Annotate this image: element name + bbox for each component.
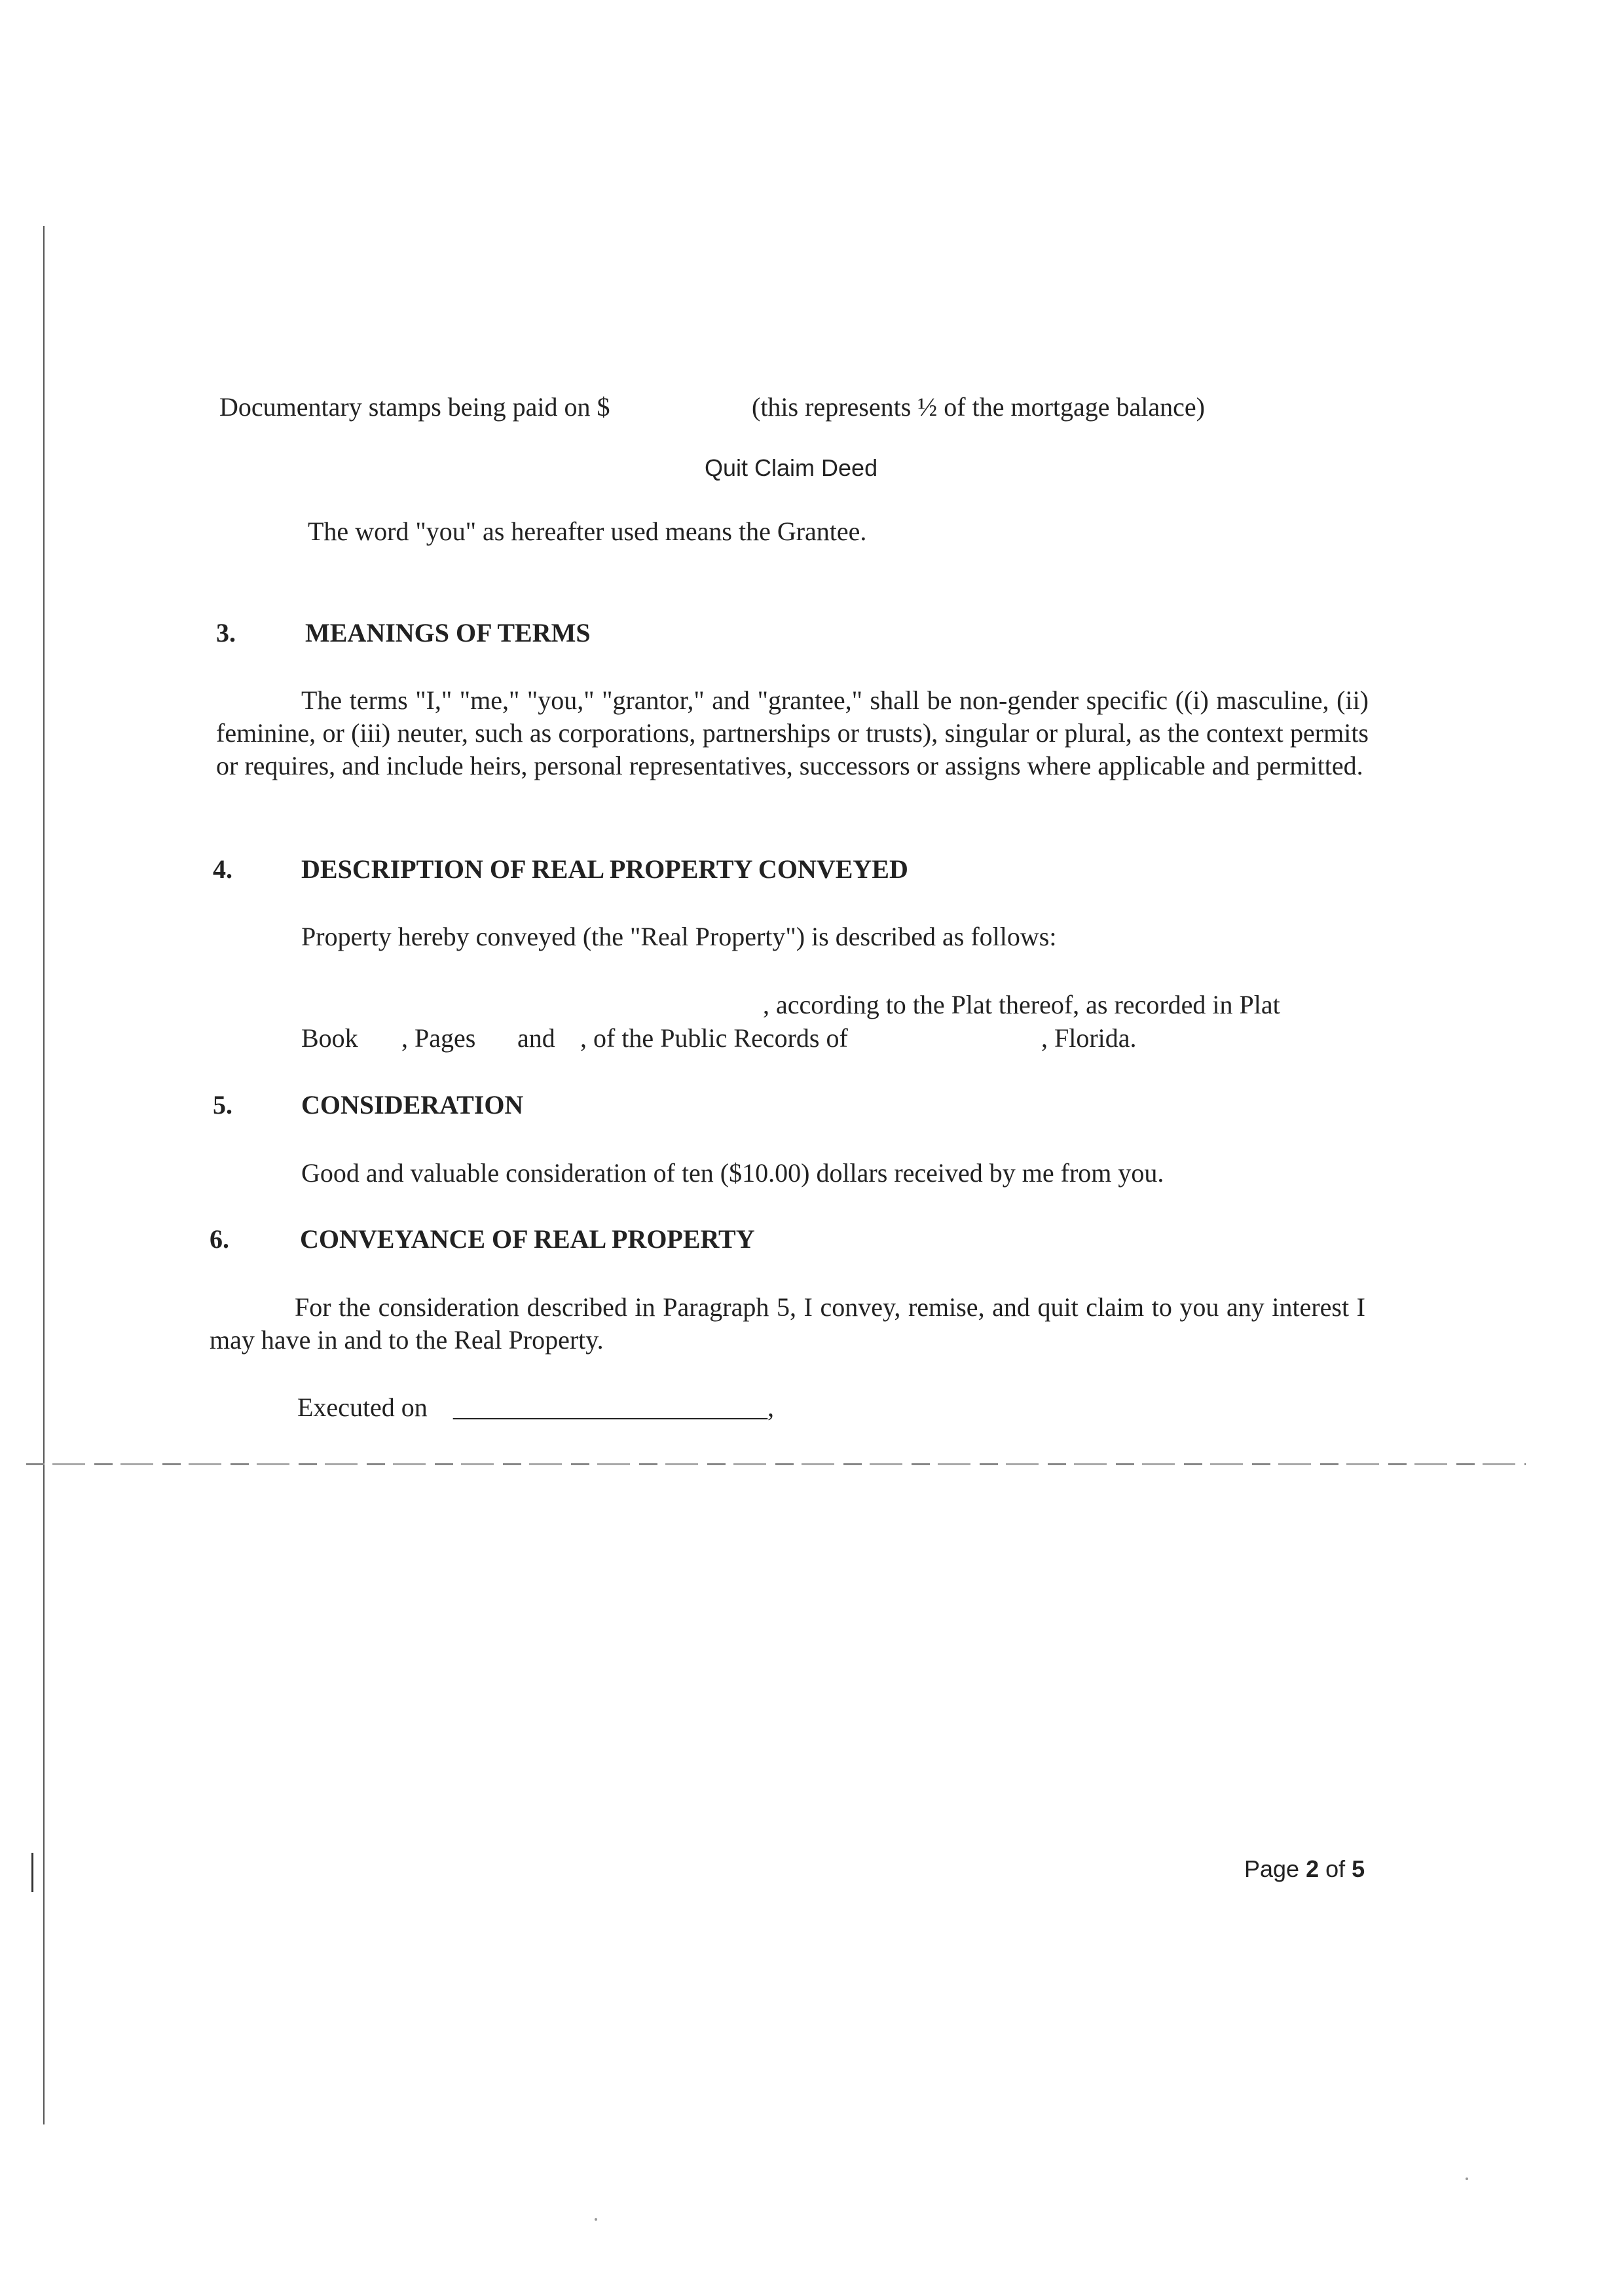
document-title: Quit Claim Deed <box>705 454 878 481</box>
section-3-title: MEANINGS OF TERMS <box>305 618 591 647</box>
section-5-body: Good and valuable consideration of ten ($10.00) dollars received by me from you. <box>301 1158 1164 1188</box>
page-number <box>1244 1853 1365 1886</box>
section-5-title: CONSIDERATION <box>301 1090 524 1120</box>
section-6-body <box>210 1291 1365 1357</box>
plat-pages-label: , Pages <box>401 1023 476 1053</box>
executed-on-blank[interactable]: ________________________, <box>453 1393 774 1422</box>
plat-records-label: , of the Public Records of <box>580 1023 848 1053</box>
section-4-title: DESCRIPTION OF REAL PROPERTY CONVEYED <box>301 854 908 884</box>
section-6-number: 6. <box>210 1224 229 1254</box>
section-3-body <box>216 684 1369 782</box>
section-6-body-text: For the consideration described in Paragraph 5, I convey, remise, and quit claim to you any interest I may have in and to the Real Property. <box>210 1292 1365 1355</box>
scan-fold-line <box>26 1463 1526 1465</box>
scan-speck <box>1466 2178 1468 2180</box>
plat-state-label: , Florida. <box>1041 1023 1137 1053</box>
section-4-number: 4. <box>213 854 232 884</box>
section-3-body-text: The terms "I," "me," "you," "grantor," and "grantee," shall be non-gender specific ((i) masculine, (ii) feminine, or (iii) neuter, such as corporations, partnerships or trusts), singular or plural, as the context permits or requires, and include heirs, personal representatives, successors or assigns where applicable and permitted. <box>216 685 1369 780</box>
section-5-number: 5. <box>213 1090 232 1120</box>
documentary-stamps-label: Documentary stamps being paid on $ <box>219 392 610 422</box>
page-prefix: Page <box>1244 1855 1306 1882</box>
section-6-title: CONVEYANCE OF REAL PROPERTY <box>300 1224 755 1254</box>
scan-left-edge-mark <box>31 1853 33 1892</box>
page-total: 5 <box>1352 1855 1365 1882</box>
page-of: of <box>1319 1855 1352 1882</box>
page-current: 2 <box>1306 1855 1320 1882</box>
executed-on-label: Executed on <box>297 1393 428 1422</box>
scan-left-edge-line <box>43 226 45 2124</box>
section-4-body: Property hereby conveyed (the "Real Property") is described as follows: <box>301 922 1057 951</box>
scan-speck <box>595 2218 597 2221</box>
you-definition: The word "you" as hereafter used means the Grantee. <box>308 517 867 546</box>
plat-line-1: , according to the Plat thereof, as recorded in Plat <box>763 990 1280 1019</box>
section-3-number: 3. <box>216 618 236 647</box>
plat-book-label: Book <box>301 1023 358 1053</box>
plat-and-label: and <box>517 1023 555 1053</box>
stamps-note: (this represents ½ of the mortgage balance) <box>752 392 1205 422</box>
